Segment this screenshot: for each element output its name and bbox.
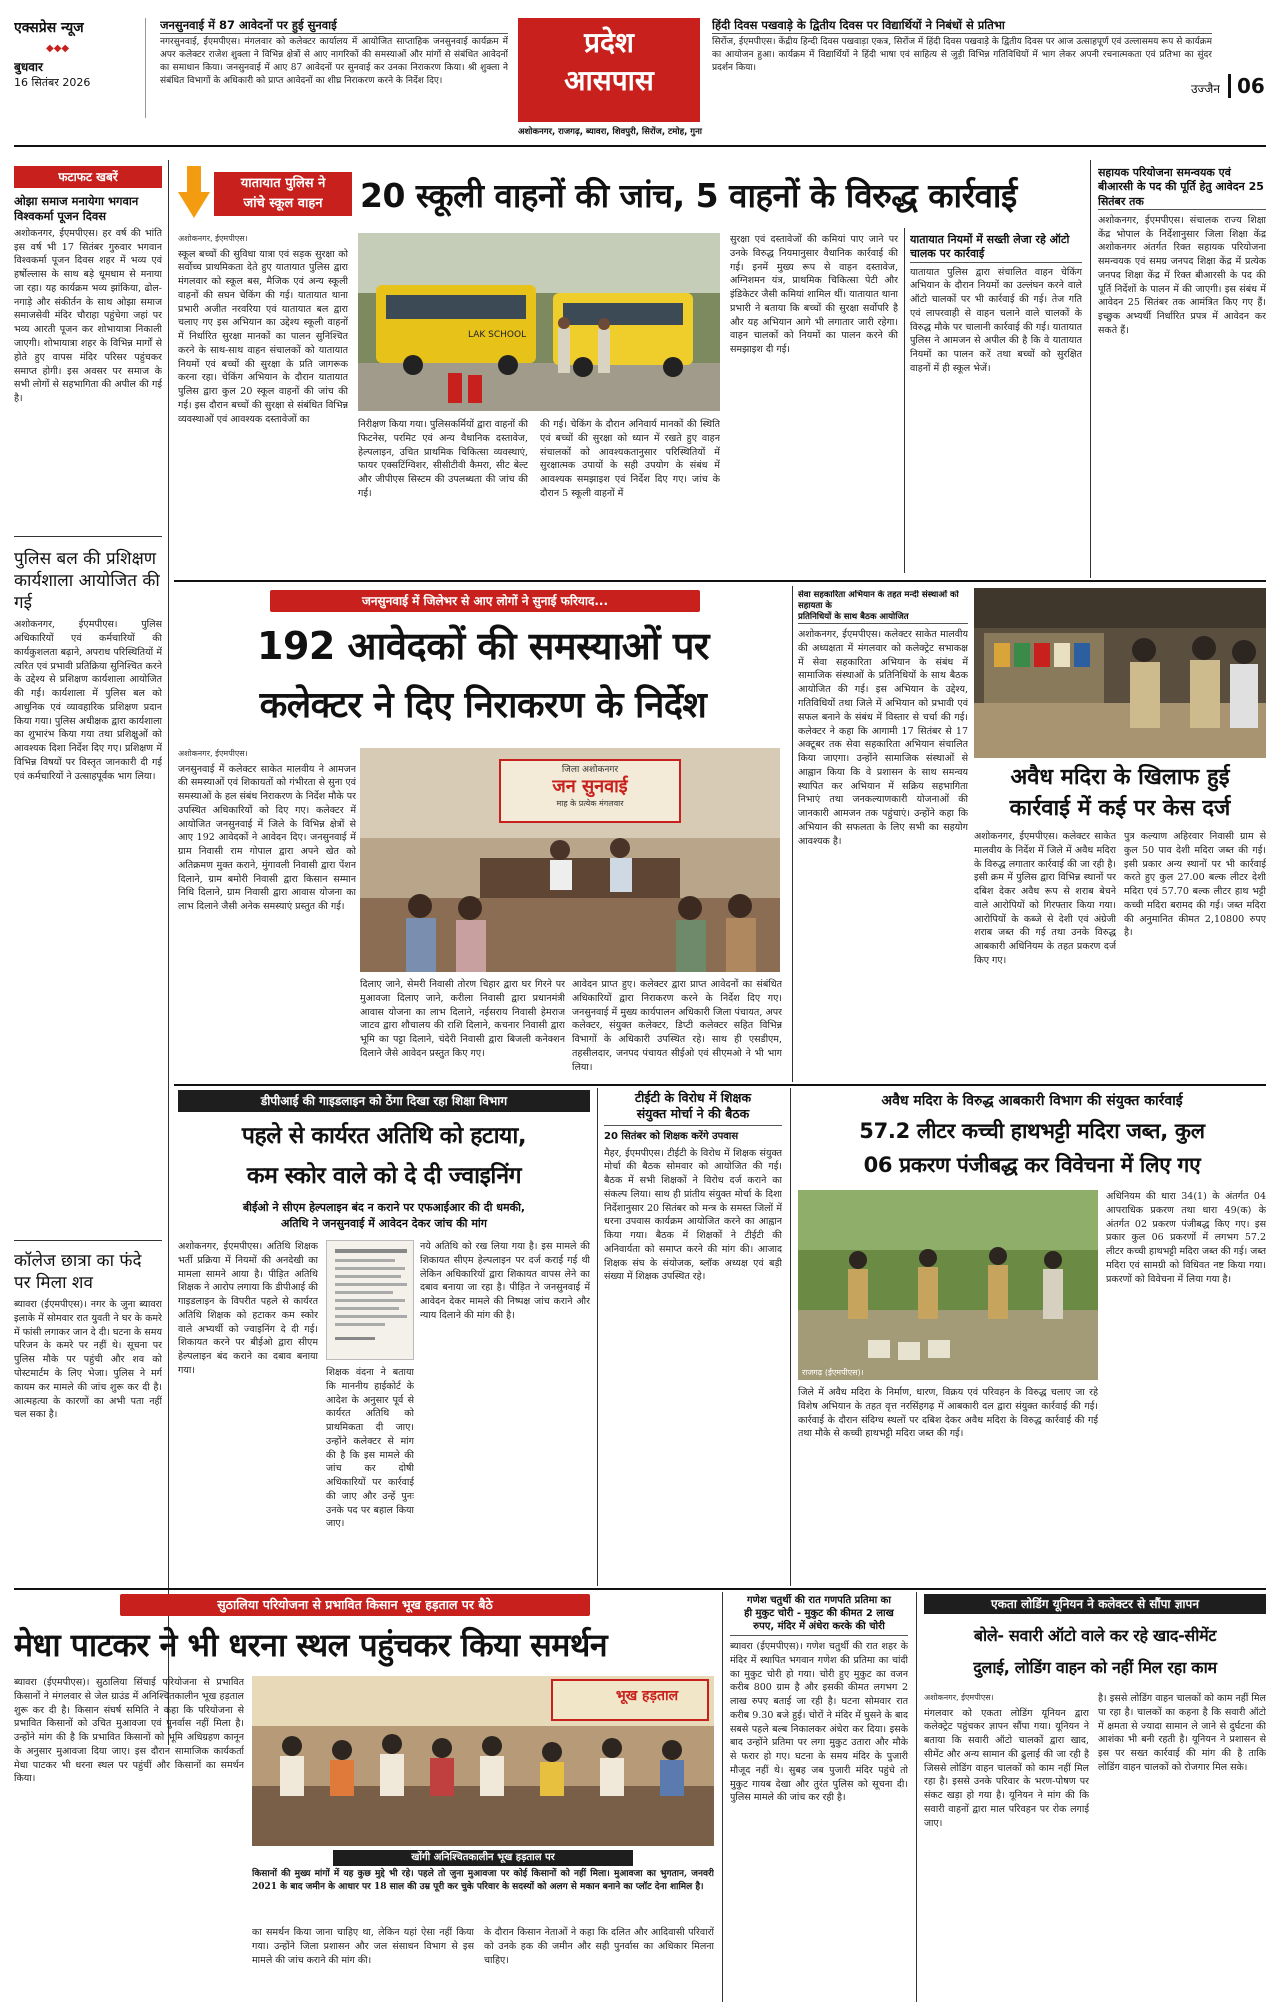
section-title-1: प्रदेश [584, 26, 634, 59]
brand-dots: ◆◆◆ [46, 43, 70, 54]
story2-bottom-rule [174, 1084, 1266, 1086]
story5-col1: अशोकनगर, ईएमपीएस। अतिथि शिक्षक भर्ती प्रक्रिया में नियमों की अनदेखी का मामला सामने आया है। पीड़ित अतिथि शिक्षक ने आरोप लगाया कि डीपीआई की गाइडलाइन के विपरीत पहले से कार्यरत अतिथि शिक्षक को हटाकर कम स्कोर वाले अभ्यर्थी को ज्वाइनिंग दे दी गई। शिकायत करने पर बीईओ द्वारा सीएम हेल्पलाइन बंद कराने का दबाव बनाया गया। [178, 1241, 318, 1376]
story5-bottom-rule [14, 1588, 1266, 1590]
story1-arrow-icon [178, 166, 210, 218]
story8-photo [252, 1676, 714, 1846]
story5-col1b: शिक्षक वंदना ने बताया कि माननीय हाईकोर्ट के आदेश के अनुसार पूर्व से कार्यरत अतिथि को प्राथमिकता दी जाए। उन्होंने कलेक्टर से मांग की है कि इस मामले की जांच कर दोषी अधिकारियों पर कार्रवाई की जाए और उन्हें पुनः उनके पद पर बहाल किया जाए। [326, 1367, 414, 1530]
story10-dateline: अशोकनगर, ईएमपीएस। [924, 1693, 994, 1702]
top-left-brief-text: नगरसुनवाई, ईएमपीएस। मंगलवार को कलेक्टर कार्यालय में आयोजित साप्ताहिक जनसुनवाई कार्यक्रम में अपर कलेक्टर राजेश शुक्ला ने विभिन्न क्षेत्रों से आए नागरिकों की समस्याओं और मांगों से संबंधित आवेदनों का समाधान किया। जनसुनवाई में आए 87 आवेदनों पर सुनवाई कर उनका निराकरण किया। श्री शुक्ला ने संबंधित विभागों के अधिकारी को प्राप्त आवेदनों का शीघ्र निराकरण करने के निर्देश दिए। [160, 36, 508, 87]
masthead-brand-box [14, 18, 146, 118]
story8-kicker-text: सुठालिया परियोजना से प्रभावित किसान भूख हड़ताल पर बैठे [217, 1597, 493, 1612]
story3-kicker1: सेवा सहकारिता अभियान के तहत मन्दी संस्थाओं को सहायता के [798, 590, 959, 612]
right-brief-text: अशोकनगर, ईएमपीएस। संचालक राज्य शिक्षा केंद्र भोपाल के निर्देशानुसार जिला शिक्षा केंद्र अशोकनगर अंतर्गत रिक्त सहायक परियोजना समन्वयक एवं समग्र जनपद शिक्षा केंद्र में प्रत्येक जनपद शिक्षा केंद्र में रिक्त बीआरसी के पद की पूर्ति निर्देशों के पालन में की जाएगी। इस संबंध में आवेदन 25 सितंबर तक आमंत्रित किए गए हैं। इच्छुक अभ्यर्थी निर्धारित प्रपत्र में आवेदन कर सकते हैं। [1098, 214, 1266, 337]
story8-caption-text: किसानों की मुख्य मांगों में यह कुछ मुद्दे भी रहे। पहले तो जुना मुआवजा पर कोई किसानों को नहीं मिला। मुआवजा का भुगतान, जनवरी 2021 के बाद जमीन के आधार पर 18 साल की उम्र पूरी कर चुके परिवार के सदस्यों को अलग से मकान बनाने का प्लॉट देना शामिल है। [252, 1869, 714, 1893]
story1-sub-text: यातायात पुलिस द्वारा संचालित वाहन चेकिंग अभियान के दौरान नियमों का उल्लंघन करने वाले ऑटो चालकों पर भी कार्रवाई की गई। तेज गति एवं लापरवाही से वाहन चलाने वाले चालकों के विरुद्ध मौके पर चालानी कार्रवाई की गई। यातायात पुलिस ने आमजन से अपील की है कि वे यातायात नियमों का पालन करें तथा बच्चों को सुरक्षित वाहनों में ही स्कूल भेजें। [910, 266, 1082, 374]
top-right-brief-headline: हिंदी दिवस पखवाड़े के द्वितीय दिवस पर विद्यार्थियों ने निबंधों से प्रतिभा [712, 18, 1212, 34]
right-brief-headline: सहायक परियोजना समन्वयक एवं बीआरसी के पद की पूर्ति हेतु आवेदन 25 सितंबर तक [1098, 166, 1266, 210]
story5-deck-line2: अतिथि ने जनसुनवाई में आवेदन देकर जांच की मांग [281, 1217, 487, 1230]
story7-headline-line1: 57.2 लीटर कच्ची हाथभट्टी मदिरा जब्त, कुल [859, 1119, 1205, 1143]
story1-right-divider [1090, 160, 1091, 578]
story1-sub-headline: यातायात नियमों में सख्ती लेजा रहे ऑटो चालक पर कार्रवाई [910, 233, 1082, 263]
story7-photo [798, 1190, 1098, 1380]
sidebar-item-1-headline: ओझा समाज मनायेगा भगवान विश्वकर्मा पूजन दिवस [14, 194, 139, 223]
story5-headline-line1: पहले से कार्यरत अतिथि को हटाया, [241, 1123, 527, 1149]
story2-headline [178, 616, 788, 742]
story3-kicker2: प्रतिनिधियों के साथ बैठक आयोजित [798, 612, 968, 624]
sidebar-divider [168, 160, 169, 1745]
story2-kicker-text: जनसुनवाई में जिलेभर से आए लोगों ने सुनाई फरियाद... [361, 594, 609, 608]
story7-kicker: अवैध मदिरा के विरुद्ध आबकारी विभाग की संयुक्त कार्रवाई [881, 1093, 1183, 1109]
story5-headline [178, 1116, 590, 1196]
story2-col3: आवेदन प्राप्त हुए। कलेक्टर द्वारा प्राप्त आवेदनों का संबंधित अधिकारियों द्वारा निराकरण करने के निर्देश दिए गए। जनसुनवाई में मुख्य कार्यपालन अधिकारी जिला पंचायत, अपर कलेक्टर, संयुक्त कलेक्टर, डिप्टी कलेक्टर सहित विभिन्न विभागों के अधिकारी उपस्थित रहे। साथ ही एसडीएम, तहसीलदार, जनपद पंचायत सीईओ एवं सीएमओ ने भी भाग लिया। [572, 979, 782, 1073]
story8-kicker [120, 1594, 590, 1616]
story6-kicker2: संयुक्त मोर्चा ने की बैठक [604, 1106, 782, 1125]
story1-headline: 20 स्कूली वाहनों की जांच, 5 वाहनों के विरुद्ध कार्रवाई [360, 176, 1017, 215]
story1-tag-line1: यातायात पुलिस ने [240, 176, 326, 191]
section-districts: अशोकनगर, राजगढ़, ब्यावरा, शिवपुरी, सिरोंज, टमोह, गुना [518, 127, 702, 137]
story4-col1: अशोकनगर, ईएमपीएस। कलेक्टर साकेत मालवीय के निर्देश में जिले में अवैध मदिरा के विरुद्ध लगातार कार्रवाई की जा रही है। इसी क्रम में पुलिस द्वारा विभिन्न स्थानों पर दबिश देकर अवैध रूप से शराब बेचने वाले आरोपियों को गिरफ्तार किया गया। आरोपियों के कब्जे से देशी एवं अंग्रेजी शराब जब्त की गई तथा उनके विरुद्ध आबकारी अधिनियम के तहत प्रकरण दर्ज किए गए। [974, 831, 1116, 966]
story1-sub [910, 233, 1082, 573]
masthead-rule [14, 145, 1266, 147]
story3 [798, 590, 968, 1080]
sidebar-item-1 [14, 194, 162, 494]
story5-right-divider [597, 1088, 598, 1586]
top-right-brief-text: सिरोंज, ईएमपीएस। केंद्रीय हिन्दी दिवस पखवाड़ा एकत्र, सिरोंज में हिंदी दिवस पखवाड़े के द्वितीय दिवस पर आज उत्साहपूर्ण एवं उल्लासमय रूप से कार्यक्रम का आयोजन हुआ। कार्यक्रम में विद्यार्थियों ने हिंदी भाषा एवं साहित्य से जुड़ी विभिन्न गतिविधियों में भाग लेकर अपनी रचनात्मकता एवं प्रतिभा का सुंदर प्रदर्शन किया। [712, 36, 1212, 74]
sidebar-item-3-text: ब्यावरा (ईएमपीएस)। नगर के जुना ब्यावरा इलाके में सोमवार रात युवती ने घर के कमरे में फांसी लगाकर जान दे दी। घटना के समय परिजन के कमरे पर नहीं थे। सूचना पर पुलिस मौके पर पहुंची और शव को पोस्टमार्टम के लिए भेजा। पुलिस ने मर्ग कायम कर मामले की जांच शुरू कर दी है। आत्महत्या के कारणों का अभी पता नहीं चल सका है। [14, 1299, 162, 1421]
story6-text: मैहर, ईएमपीएस। टीईटी के विरोध में शिक्षक संयुक्त मोर्चा की बैठक सोमवार को आयोजित की गई। बैठक में सभी शिक्षकों ने विरोध दर्ज कराने का संकल्प लिया। साथ ही प्रांतीय संयुक्त मोर्चा के दिशा निर्देशानुसार 20 सितंबर को मन्त्र के समस्त जिलों में धरना उपवास कार्यक्रम आयोजित करने का आह्वान किया गया। बैठक में शिक्षकों ने टीईटी की अनिवार्यता को समाप्त करने की मांग की। आजाद शिक्षक संघ के संयोजक, ब्लॉक अध्यक्ष एवं बड़ी संख्या में शिक्षक उपस्थित रहे। [604, 1147, 782, 1283]
story6-sub-headline: 20 सितंबर को शिक्षक करेंगे उपवास [604, 1130, 739, 1142]
masthead-date: 16 सितंबर 2026 [14, 76, 91, 89]
story8-col2: का समर्थन किया जाना चाहिए था, लेकिन यहां ऐसा नहीं किया गया। उन्होंने जिला प्रशासन और जल संसाधन विभाग से इस मामले की जांच कराने की मांग की। [252, 1927, 474, 1966]
story8-col3: के दौरान किसान नेताओं ने कहा कि दलित और आदिवासी परिवारों को उनके हक की जमीन और सही पुनर्वास का अधिकार मिलना चाहिए। [484, 1927, 714, 1966]
story1-photo [358, 233, 720, 411]
story5-col2: नये अतिथि को रख लिया गया है। इस मामले की शिकायत सीएम हेल्पलाइन पर दर्ज कराई गई थी लेकिन अधिकारियों द्वारा शिकायत वापस लेने का दबाव बनाया जा रहा है। पीड़ित ने जनसुनवाई में आवेदन देकर मामले की निष्पक्ष जांच कराने और न्याय दिलाने की मांग की है। [420, 1241, 590, 1321]
story9-kicker2: ही मुकुट चोरी - मुकुट की कीमत 2 लाख [744, 1608, 894, 1619]
top-right-brief [712, 18, 1212, 80]
story5-headline-line2: कम स्कोर वाले को दे दी ज्वाइनिंग [246, 1163, 522, 1189]
story9 [730, 1594, 908, 1998]
story10-headline-line1: बोले- सवारी ऑटो वाले कर रहे खाद-सीमेंट [973, 1626, 1217, 1645]
sidebar-item-2-headline: पुलिस बल की प्रशिक्षण कार्यशाला आयोजित की गई [14, 549, 160, 614]
story1-col2: निरीक्षण किया गया। पुलिसकर्मियों द्वारा वाहनों की फिटनेस, परमिट एवं अन्य वैधानिक दस्तावेज, हेल्पलाइन, उचित प्राथमिक चिकित्सा व्यवस्थाएं, फायर एक्सटिंग्विशर, सीसीटीवी कैमरा, सीट बेल्ट और जीपीएस सिस्टम की उपलब्धता की जांच की गई। [358, 419, 528, 499]
story9-kicker3: रुपए, मंदिर में अंधेरा करके की चोरी [730, 1620, 908, 1636]
story1-subdivider [904, 228, 905, 573]
story7-headline-line2: 06 प्रकरण पंजीबद्ध कर विवेचना में लिए गए [863, 1153, 1201, 1177]
story6-kicker1: टीईटी के विरोध में शिक्षक [634, 1090, 752, 1105]
story2-col1b [178, 968, 353, 1076]
story5-kicker-text: डीपीआई की गाइडलाइन को ठेंगा दिखा रहा शिक्षा विभाग [260, 1094, 508, 1108]
story1-dateline: अशोकनगर, ईएमपीएस। [178, 234, 248, 243]
story1-text1: स्कूल बच्चों की सुविधा यात्रा एवं सड़क सुरक्षा को सर्वोच्च प्राथमिकता देते हुए यातायात पुलिस द्वारा मंगलवार को स्कूल बस, मैजिक एवं अन्य स्कूली वाहनों की सघन चेकिंग की गई। यातायात थाना प्रभारी अजीत नरवरिया एवं यातायात बल द्वारा चलाए गए इस अभियान का उद्देश्य स्कूली वाहनों में निर्धारित सुरक्षा मानकों का पालन सुनिश्चित करने के साथ-साथ वाहन संचालकों को यातायात नियमों एवं बच्चों की सुरक्षा के प्रति जागरूक करना रहा। चेकिंग अभियान के दौरान यातायात पुलिस द्वारा कुल 20 स्कूल वाहनों की जांच की गई। इस दौरान बच्चों की सुरक्षा से संबंधित विभिन्न व्यवस्थाओं एवं आवश्यक दस्तावेजों का [178, 248, 348, 425]
story2-photo-banner: जन सुनवाई [552, 776, 628, 797]
story1-bottom-rule [174, 580, 1266, 582]
story8-caption-headline: खोंगी अनिश्चितकालीन भूख हड़ताल पर [333, 1850, 633, 1866]
story10-kicker-text: एकता लोडिंग यूनियन ने कलेक्टर से सौंपा ज्ञापन [991, 1597, 1199, 1611]
right-brief [1098, 166, 1266, 572]
story3-text: अशोकनगर, ईएमपीएस। कलेक्टर साकेत मालवीय की अध्यक्षता में मंगलवार को कलेक्ट्रेट सभाकक्ष में सेवा सहकारिता अभियान के संबंध में सामाजिक संस्थाओं के प्रतिनिधियों के साथ बैठक आयोजित की गई। इस अभियान के उद्देश्य, गतिविधियों तथा जिले में अभियान को प्रभावी एवं सफल बनाने के संबंध में विस्तार से चर्चा की गई। कलेक्टर ने कहा कि आगामी 17 सितंबर से 17 अक्टूबर तक सेवा सहकारिता अभियान संचालित किया जाएगा। उन्होंने सामाजिक संस्थाओं से आह्वान किया कि वे प्रशासन के साथ समन्वय स्थापित कर अभियान में सक्रिय सहभागिता निभाएं तथा जनकल्याणकारी योजनाओं की जानकारी आमजन तक पहुंचाएं। उन्होंने कहा कि अभियान की सफलता के लिए सभी का सहयोग आवश्यक है। [798, 629, 968, 847]
story1-col1 [178, 233, 348, 573]
story2-right-divider [792, 586, 793, 1082]
story1-col3: की गई। चेकिंग के दौरान अनिवार्य मानकों की स्थिति एवं बच्चों की सुरक्षा को ध्यान में रखते हुए वाहन संचालकों को आवश्यकतानुसार परिस्थितियों में सुरक्षात्मक उपायों के सही उपयोग के संबंध में आवश्यक समझाइश एवं निर्देश दिए गए। जांच के दौरान 5 स्कूली वाहनों में [540, 419, 720, 499]
story10-headline-line2: दुलाई, लोडिंग वाहन को नहीं मिल रहा काम [973, 1658, 1217, 1677]
story7-photo-caption: राजगढ़ (ईएमपीएस)। [802, 1368, 864, 1377]
story4-headline [974, 762, 1266, 824]
story2-headline-line2: कलेक्टर ने दिए निराकरण के निर्देश [259, 685, 707, 726]
story5-kicker [178, 1090, 590, 1112]
sidebar-title: फटाफट खबरें [58, 170, 118, 184]
brand-name: एक्सप्रेस न्यूज [14, 20, 84, 36]
story7-col1: जिले में अवैध मदिरा के निर्माण, धारण, विक्रय एवं परिवहन के विरुद्ध चलाए जा रहे विशेष अभियान के तहत वृत्त नरसिंहगढ़ में आबकारी दल द्वारा संयुक्त कार्रवाई की गई। कार्रवाई के दौरान संदिग्ध स्थलों पर दबिश देकर अवैध मदिरा के विरुद्ध कार्रवाई की गई तथा मौके से कच्ची हाथभट्टी मदिरा जब्त की गई। [798, 1387, 1098, 1440]
story5-deck [178, 1200, 590, 1234]
story9-kicker1: गणेश चतुर्थी की रात गणपति प्रतिमा का [747, 1595, 891, 1606]
sidebar-rule-2 [14, 1240, 162, 1241]
sidebar-item-3-headline: कॉलेज छात्रा का फंदे पर मिला शव [14, 1251, 142, 1294]
story10-kicker [924, 1594, 1266, 1614]
story8-caption-box [252, 1850, 714, 1920]
sidebar-item-2-text: अशोकनगर, ईएमपीएस। पुलिस अधिकारियों एवं कर्मचारियों की कार्यकुशलता बढ़ाने, अपराध परिस्थितियों में त्वरित एवं प्रभावी प्रतिक्रिया सुनिश्चित करने के उद्देश्य से प्रशिक्षण कार्यशाला आयोजित की गई। कार्यशाला में पुलिस बल को आधुनिक एवं व्यावहारिक प्रशिक्षण प्रदान किया गया। पुलिस अधीक्षक द्वारा कार्यशाला का शुभारंभ किया गया तथा प्रशिक्षुओं को आवश्यक दिशा निर्देश दिए गए। प्रशिक्षण में विभिन्न विषयों पर विस्तृत जानकारी दी गई एवं कर्मचारियों ने उत्साहपूर्वक भाग लिया। [14, 619, 162, 782]
story5-deck-line1: बीईओ ने सीएम हेल्पलाइन बंद न कराने पर एफआईआर की दी धमकी, [242, 1201, 526, 1214]
story8-headline: मेधा पाटकर ने भी धरना स्थल पहुंचकर किया समर्थन [14, 1626, 608, 1664]
story6-right-divider [790, 1088, 791, 1586]
story7-col2: अधिनियम की धारा 34(1) के अंतर्गत 04 आपराधिक प्रकरण तथा धारा 49(क) के अंतर्गत 02 प्रकरण पंजीबद्ध किए गए। इस प्रकार कुल 06 प्रकरणों में लगभग 57.2 लीटर कच्ची हाथभट्टी मदिरा जब्त की गई। जब्त मदिरा एवं सामग्री को विधिवत नष्ट किया गया। प्रकरणों को विवेचना में लिया गया है। [1106, 1191, 1266, 1285]
sidebar-rule-1 [14, 536, 162, 537]
section-logo [518, 18, 700, 122]
story7-headline [798, 1114, 1266, 1186]
story1-tag [214, 172, 352, 216]
story2-text1: जनसुनवाई में कलेक्टर साकेत मालवीय ने आमजन की समस्याओं एवं शिकायतों को गंभीरता से सुना एवं समस्याओं के हल संबंध निराकरण के निर्देश मौके पर उपस्थित अधिकारियों को दिए गए। कलेक्टर में आयोजित जनसुनवाई में जिले के विभिन्न क्षेत्रों से आए 192 आवेदकों ने आवेदन दिए। जनसुनवाई में ग्राम निवासी राम गोपाल द्वारा अपने खेत को अतिक्रमण मुक्त कराने, मुंगावली निवासी द्वारा पेंशन दिलाने, ग्राम बमोरी निवासी द्वारा किसान सम्मान निधि दिलाने, ग्राम निवासी द्वारा आवास योजना का लाभ दिलाने जैसी अनेक समस्याएं प्रस्तुत की गई। [178, 763, 356, 913]
story2-col2: दिलाए जाने, सेमरी निवासी तोरण चिहार द्वारा घर गिरने पर मुआवजा दिलाए जाने, करीला निवासी द्वारा प्रधानमंत्री आवास योजना का लाभ दिलाने, नईसराय निवासी हेमराज जाटव द्वारा शौचालय की राशि दिलाने, कचनार निवासी द्वारा भूमि का पट्टा दिलाने, चंदेरी निवासी द्वारा बिजली कनेक्शन दिलाने जैसे आवेदन प्रस्तुत किए गए। [360, 979, 565, 1059]
story6 [604, 1090, 782, 1582]
story4-headline-line1: अवैध मदिरा के खिलाफ हुई [1010, 765, 1230, 790]
story2-headline-line1: 192 आवेदकों की समस्याओं पर [257, 624, 709, 668]
svg-text:LAK SCHOOL: LAK SCHOOL [468, 330, 527, 340]
story1-tag-line2: जांचे स्कूल वाहन [243, 196, 323, 211]
sidebar-item-2 [14, 548, 162, 1238]
story1-col4: सुरक्षा एवं दस्तावेजों की कमियां पाए जाने पर उनके विरुद्ध नियमानुसार वैधानिक कार्रवाई की गई। इनमें मुख्य रूप से वाहन दस्तावेज, अग्निशमन यंत्र, प्राथमिक चिकित्सा पेटी और इंडिकेटर जैसी कमियां शामिल थीं। यातायात थाना प्रभारी ने बताया कि बच्चों की सुरक्षा सर्वोपरि है और यह अभियान आगे भी लगातार जारी रहेगा। वाहन चालकों को नियमों का पालन करने की समझाइश दी गई। [730, 234, 898, 356]
story9-right-divider [916, 1592, 917, 2002]
story10-text: मंगलवार को एकता लोडिंग यूनियन द्वारा कलेक्ट्रेट पहुंचकर ज्ञापन सौंपा गया। यूनियन ने बताया कि सवारी ऑटो चालकों द्वारा खाद, सीमेंट और अन्य सामान की ढुलाई की जा रही है जिससे लोडिंग वाहन चालकों को काम नहीं मिल रहा है। इससे उनके परिवार के भरण-पोषण पर संकट खड़ा हो गया है। यूनियन ने मांग की कि सवारी वाहनों द्वारा माल परिवहन पर रोक लगाई जाए। [924, 1707, 1089, 1829]
top-left-brief-headline: जनसुनवाई में 87 आवेदनों पर हुई सुनवाई [160, 18, 508, 34]
masthead-day: बुधवार [14, 60, 43, 74]
story8-right-divider [722, 1592, 723, 2002]
story4-photo [974, 588, 1266, 758]
story10-col1 [924, 1692, 1089, 1998]
story2-photo [360, 748, 780, 972]
story9-text: ब्यावरा (ईएमपीएस)। गणेश चतुर्थी की रात शहर के मंदिर में स्थापित भगवान गणेश की प्रतिमा का चांदी का मुकुट चोरी हो गया। चोरी हुए मुकुट का वजन करीब 800 ग्राम है और इसकी कीमत लगभग 2 लाख रुपए बताई जा रही है। घटना सोमवार रात करीब 9.30 बजे हुई। चोरों ने मंदिर में घुसने के बाद सबसे पहले बल्ब निकालकर अंधेरा कर दिया। इसके बाद उन्होंने प्रतिमा पर लगा मुकुट उतारा और मौके से फरार हो गए। घटना के समय मंदिर के पुजारी मौजूद नहीं थे। सुबह जब पुजारी मंदिर पहुंचे तो मुकुट गायब देखा और तुरंत पुलिस को सूचना दी। पुलिस मामले की जांच कर रही है। [730, 1641, 908, 1804]
section-title-2: आसपास [564, 64, 654, 97]
page-number: 06 [1228, 74, 1268, 98]
top-left-brief [160, 18, 508, 118]
sidebar-item-1-text: अशोकनगर, ईएमपीएस। हर वर्ष की भांति इस वर्ष भी 17 सितंबर गुरुवार भगवान विश्वकर्मा पूजन दिवस शहर में भव्य एवं हर्षोल्लास के साथ बड़े धूमधाम से मनाया जा रहा। यह कार्यक्रम भव्य झांकिया, ढोल-नगाड़े और संकीर्तन के साथ ओझा समाज समाजसेवी मंदिर चौराहा पहुंचेगा जहां पर भव्य आरती पूजन कर शोभायात्रा निकाली जाएगी। शोभायात्रा शहर के विभिन्न मार्गों से होते हुए वापस मंदिर परिसर पहुंचकर समाप्त होगी। इस अवसर पर समाज के सभी लोगों से सहभागिता की अपील की गई है। [14, 227, 162, 405]
story2-kicker [270, 590, 700, 612]
sidebar-title-box [14, 166, 162, 188]
story2-dateline: अशोकनगर, ईएमपीएस। [178, 749, 248, 758]
story2-photo-banner-sub: माह के प्रत्येक मंगलवार [556, 799, 624, 808]
story4-col2: पुत्र कल्याण अहिरवार निवासी ग्राम से कुल 50 पाव देशी मदिरा जब्त की गई। इसी प्रकार अन्य स्थानों पर भी कार्रवाई करते हुए कुल 27.00 बल्क लीटर देशी मदिरा एवं 57.70 बल्क लीटर हाथ भट्टी कच्ची मदिरा बरामद की गई। जब्त मदिरा की अनुमानित कीमत 2,10800 रुपए है। [1124, 831, 1266, 939]
masthead-city: उज्जैन [1190, 82, 1220, 96]
story8-col1: ब्यावरा (ईएमपीएस)। सुठालिया सिंचाई परियोजना से प्रभावित किसानों ने मंगलवार से जेल ग्राउंड में अनिश्चितकालीन भूख हड़ताल शुरू कर दी है। किसान संघर्ष समिति ने कहा कि परियोजना से प्रभावित किसानों को उचित मुआवजा एवं पुनर्वास नहीं मिला है। उन्होंने मांग की है कि प्रभावित किसानों को भूमि अधिग्रहण कानून के अनुसार मुआवजा दिया जाए। इस दौरान सामाजिक कार्यकर्ता मेधा पाटकर भी धरना स्थल पर पहुंचीं और किसानों का समर्थन किया। [14, 1677, 244, 1785]
story4-headline-line2: कार्रवाई में कई पर केस दर्ज [1009, 796, 1231, 821]
story5-document-photo [326, 1240, 414, 1360]
story8-photo-banner: भूख हड़ताल [615, 1688, 679, 1704]
story10-headline [924, 1620, 1266, 1690]
story2-photo-banner-top: जिला अशोकनगर [561, 765, 619, 775]
story10-col2: है। इससे लोडिंग वाहन चालकों को काम नहीं मिल पा रहा है। चालकों का कहना है कि सवारी ऑटो में क्षमता से ज्यादा सामान ले जाने से दुर्घटना की आशंका भी बनी रहती है। यूनियन ने प्रशासन से इस पर सख्त कार्रवाई की मांग की है ताकि लोडिंग वाहन चालकों को रोजगार मिल सके। [1098, 1693, 1266, 1773]
